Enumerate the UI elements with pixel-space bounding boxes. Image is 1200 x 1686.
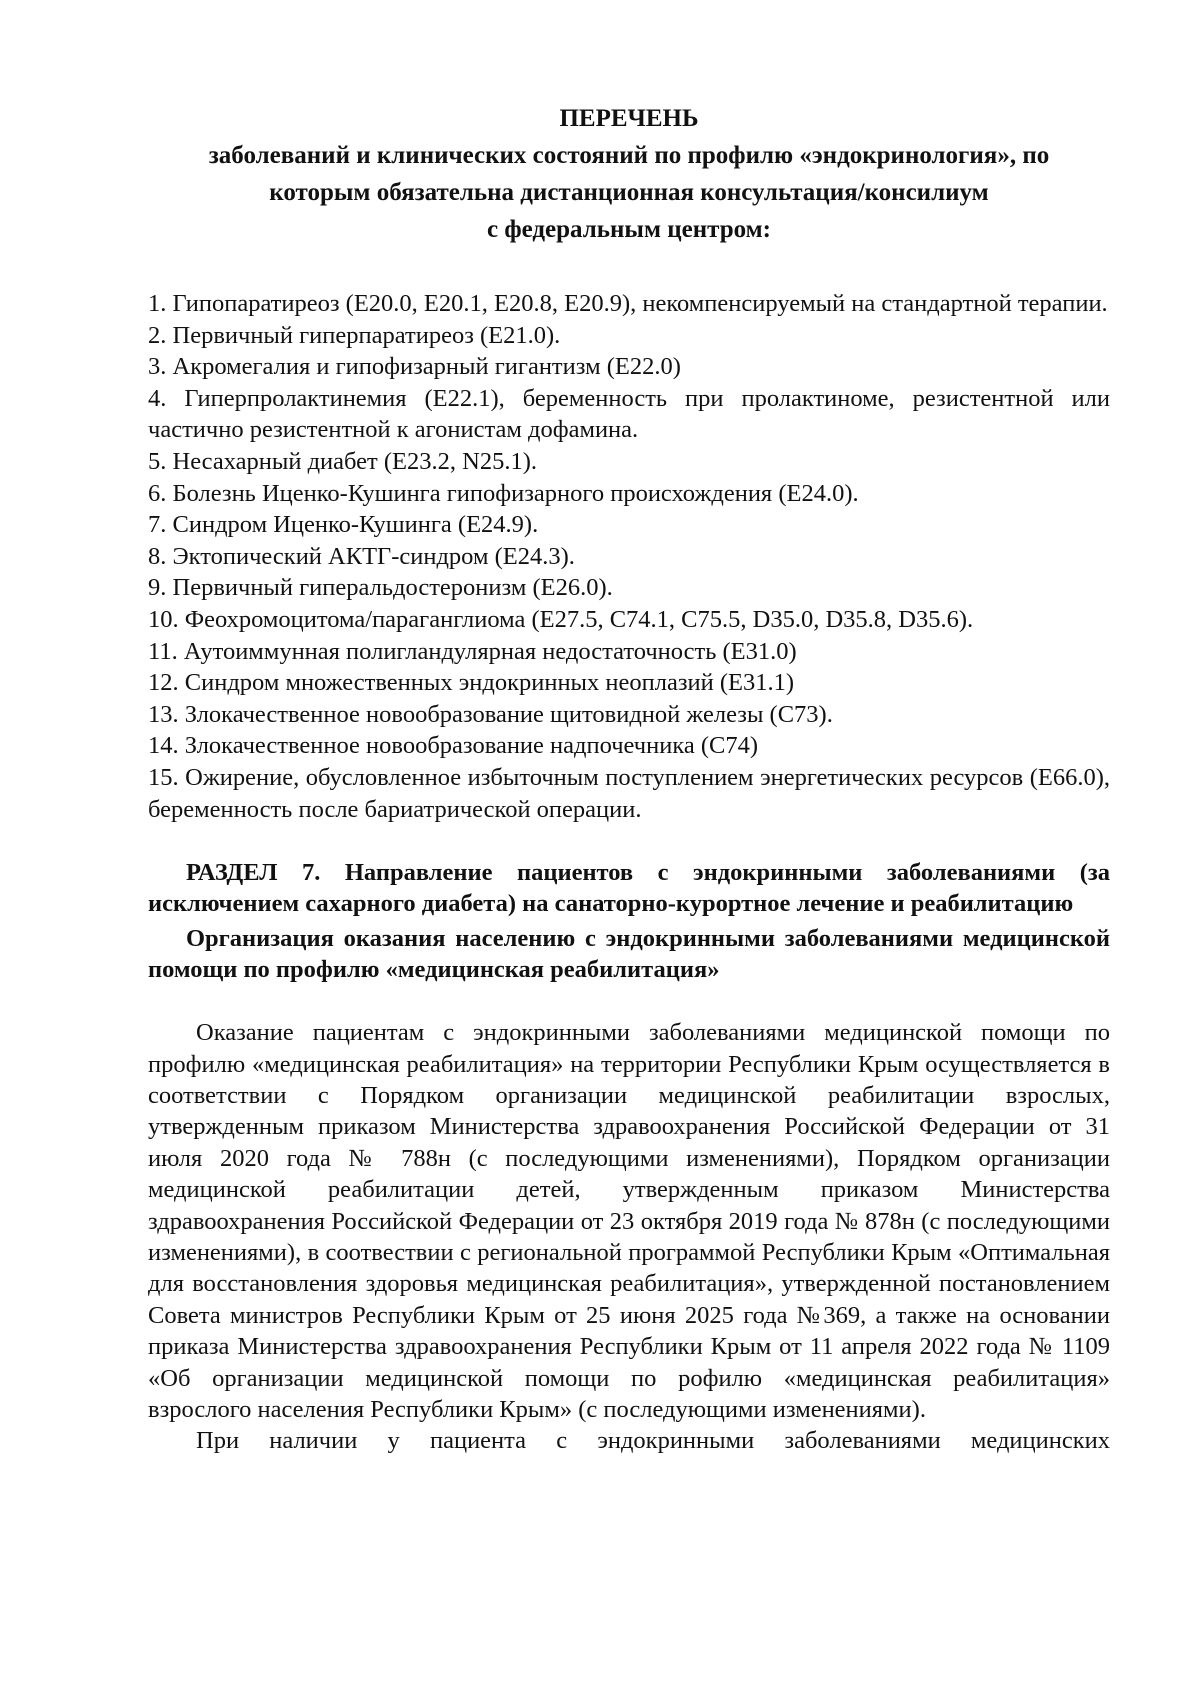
list-item: 4. Гиперпролактинемия (E22.1), беременность при пролактиноме, резистентной или частично резистентной к агонистам дофамина. xyxy=(148,384,1110,444)
title-line-4: с федеральным центром: xyxy=(487,216,771,243)
document-title xyxy=(148,100,1110,248)
section-title: РАЗДЕЛ 7. Направление пациентов с эндокринными заболеваниями (за исключением сахарного диабета) на санаторно-курортное лечение и реабилитацию xyxy=(148,859,1110,918)
list-item: 12. Синдром множественных эндокринных неоплазий (E31.1) xyxy=(148,669,795,697)
list-item: 10. Феохромоцитома/параганглиома (E27.5, C74.1, C75.5, D35.0, D35.8, D35.6). xyxy=(148,605,974,633)
list-item: 9. Первичный гиперальдостеронизм (E26.0). xyxy=(148,574,613,602)
conditions-list xyxy=(148,288,1110,825)
list-item: 8. Эктопический АКТГ-синдром (E24.3). xyxy=(148,542,575,570)
list-item: 6. Болезнь Иценко-Кушинга гипофизарного происхождения (E24.0). xyxy=(148,479,859,507)
title-line-2: заболеваний и клинических состояний по профилю «эндокринология», по xyxy=(208,142,1050,169)
title-line-1: ПЕРЕЧЕНЬ xyxy=(559,105,699,132)
section-heading xyxy=(148,857,1110,919)
list-item: 13. Злокачественное новообразование щитовидной железы (C73). xyxy=(148,700,833,728)
list-item: 11. Аутоиммунная полигландулярная недостаточность (E31.0) xyxy=(148,637,797,665)
list-item: 7. Синдром Иценко-Кушинга (E24.9). xyxy=(148,511,539,539)
list-item: 5. Несахарный диабет (E23.2, N25.1). xyxy=(148,447,537,475)
list-item: 3. Акромегалия и гипофизарный гигантизм (E22.0) xyxy=(148,353,681,381)
document-page xyxy=(148,100,1110,1457)
list-item: 2. Первичный гиперпаратиреоз (E21.0). xyxy=(148,321,561,349)
body-paragraph-continued: При наличии у пациента с эндокринными заболеваниями медицинских xyxy=(196,1427,1110,1455)
list-item: 14. Злокачественное новообразование надпочечника (C74) xyxy=(148,732,759,760)
list-item: 15. Ожирение, обусловленное избыточным поступлением энергетических ресурсов (E66.0), беременность после бариатрической операции. xyxy=(148,763,1110,823)
title-line-3: которым обязательна дистанционная консультация/консилиум xyxy=(269,179,989,206)
body-paragraph: Оказание пациентам с эндокринными заболеваниями медицинской помощи по профилю «медицинская реабилитация» на территории Республики Крым осуществляется в соответствии с Порядком организации медицинской реабилитации взрослых, утвержденным приказом Министерства здравоохранения Российской Федерации от 31 июля 2020 года № 788н (с последующими изменениями), Порядком организации медицинской реабилитации детей, утвержденным приказом Министерства здравоохранения Российской Федерации от 23 октября 2019 года № 878н (с последующими изменениями), в соотвествии с региональной программой Республики Крым «Оптимальная для восстановления здоровья медицинская реабилитация», утвержденной постановлением Совета министров Республики Крым от 25 июня 2025 года №369, а также на основании приказа Министерства здравоохранения Республики Крым от 11 апреля 2022 года № 1109 «Об организации медицинской помощи по рофилю «медицинская реабилитация» взрослого населения Республики Крым» (с последующими изменениями). xyxy=(148,1019,1110,1423)
section-subheading: Организация оказания населению с эндокринными заболеваниями медицинской помощи по профилю «медицинская реабилитация» xyxy=(148,925,1110,984)
list-item: 1. Гипопаратиреоз (E20.0, E20.1, E20.8, E20.9), некомпенсируемый на стандартной терапии. xyxy=(148,290,1108,317)
